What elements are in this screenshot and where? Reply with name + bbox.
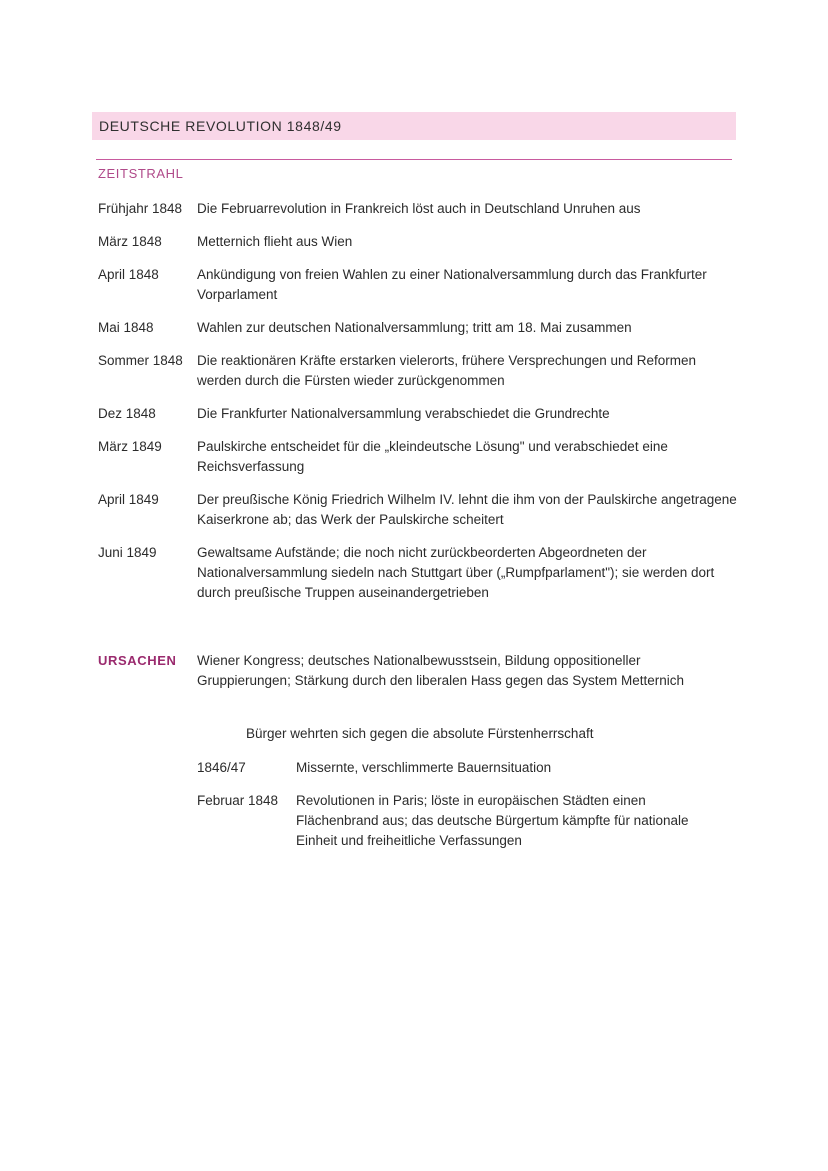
timeline-date: April 1849	[98, 492, 159, 507]
timeline-row	[98, 318, 738, 338]
timeline-text: Die Frankfurter Nationalversammlung verabschiedet die Grundrechte	[197, 406, 610, 421]
causes-centered-line: Bürger wehrten sich gegen die absolute Fürstenherrschaft	[246, 726, 594, 741]
timeline-date: Juni 1849	[98, 545, 157, 560]
timeline-text: Die Februarrevolution in Frankreich löst auch in Deutschland Unruhen aus	[197, 201, 641, 216]
causes-text: Wiener Kongress; deutsches Nationalbewusstsein, Bildung oppositioneller Gruppierungen; Stärkung durch den liberalen Hass gegen das System Metternich	[197, 653, 685, 688]
timeline-text: Der preußische König Friedrich Wilhelm IV. lehnt die ihm von der Paulskirche angetragene Kaiserkrone ab; das Werk der Paulskirche scheitert	[197, 492, 737, 527]
timeline-date: April 1848	[98, 267, 159, 282]
timeline-date: Dez 1848	[98, 406, 156, 421]
timeline-text: Ankündigung von freien Wahlen zu einer Nationalversammlung durch das Frankfurter Vorparlament	[197, 267, 707, 302]
section-divider	[96, 159, 732, 160]
timeline	[98, 199, 738, 616]
timeline-row	[98, 404, 738, 424]
causes-sub-row	[197, 791, 717, 851]
causes-sub-list	[197, 758, 717, 864]
timeline-text: Paulskirche entscheidet für die „kleindeutsche Lösung" und verabschiedet eine Reichsverfassung	[197, 439, 668, 474]
timeline-row	[98, 232, 738, 252]
section-heading-zeitstrahl: ZEITSTRAHL	[98, 166, 184, 181]
timeline-row	[98, 490, 738, 530]
timeline-row	[98, 437, 738, 477]
causes-sub-text: Revolutionen in Paris; löste in europäischen Städten einen Flächenbrand aus; das deutsche Bürgertum kämpfte für nationale Einheit und freiheitliche Verfassungen	[296, 793, 689, 848]
causes-sub-text: Missernte, verschlimmerte Bauernsituation	[296, 760, 552, 775]
causes-sub-row	[197, 758, 717, 778]
causes-row	[98, 651, 738, 691]
timeline-date: Mai 1848	[98, 320, 154, 335]
timeline-text: Die reaktionären Kräfte erstarken vielerorts, frühere Versprechungen und Reformen werden durch die Fürsten wieder zurückgenommen	[197, 353, 697, 388]
timeline-row	[98, 199, 738, 219]
causes-label: URSACHEN	[98, 653, 177, 668]
causes-sub-date: 1846/47	[197, 760, 246, 775]
timeline-date: März 1849	[98, 439, 162, 454]
timeline-row	[98, 265, 738, 305]
timeline-date: Frühjahr 1848	[98, 201, 183, 216]
timeline-date: März 1848	[98, 234, 162, 249]
timeline-row	[98, 543, 738, 603]
timeline-text: Wahlen zur deutschen Nationalversammlung; tritt am 18. Mai zusammen	[197, 320, 632, 335]
timeline-text: Gewaltsame Aufstände; die noch nicht zurückbeorderten Abgeordneten der Nationalversammlung siedeln nach Stuttgart über („Rumpfparlament"); sie werden dort durch preußische Truppen auseinandergetrieben	[197, 545, 715, 600]
document-title: DEUTSCHE REVOLUTION 1848/49	[92, 112, 736, 140]
timeline-row	[98, 351, 738, 391]
timeline-text: Metternich flieht aus Wien	[197, 234, 353, 249]
causes-section	[98, 651, 738, 691]
timeline-date: Sommer 1848	[98, 353, 183, 368]
causes-sub-date: Februar 1848	[197, 793, 279, 808]
